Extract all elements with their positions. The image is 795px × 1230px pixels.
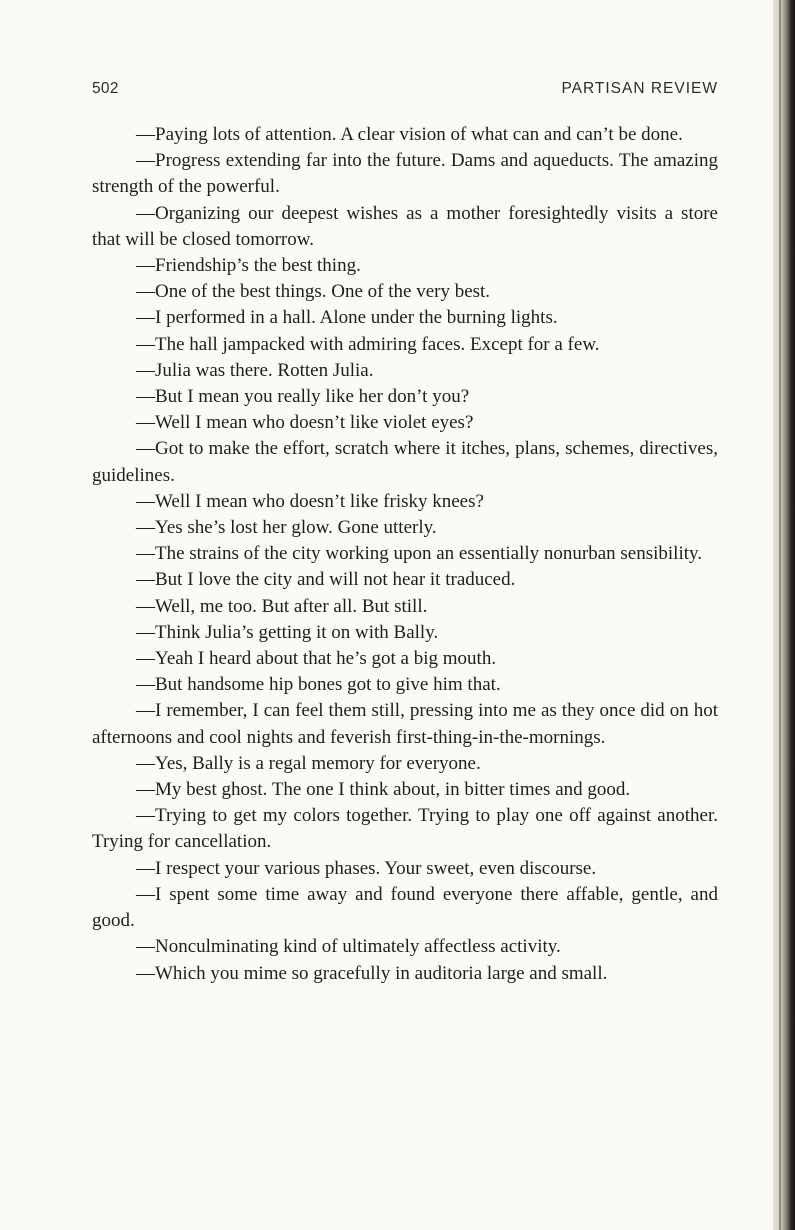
dialogue-line: —Well, me too. But after all. But still. <box>136 595 428 617</box>
dialogue-line: —Yes she’s lost her glow. Gone utterly. <box>136 517 437 539</box>
page-number: 502 <box>92 80 119 97</box>
dialogue-line: —Yes, Bally is a regal memory for everyone. <box>136 752 481 774</box>
dialogue-line: —Julia was there. Rotten Julia. <box>136 359 374 381</box>
dialogue-line: —Trying to get my colors together. Trying to play one off against another. Trying for cancellation. <box>92 805 718 853</box>
dialogue-line: —I respect your various phases. Your sweet, even discourse. <box>136 857 597 879</box>
journal-title: PARTISAN REVIEW <box>561 80 718 97</box>
dialogue-line: —Well I mean who doesn’t like frisky knees? <box>136 490 484 512</box>
dialogue-line: —But handsome hip bones got to give him that. <box>136 674 501 696</box>
dialogue-line: —But I love the city and will not hear it traduced. <box>136 569 516 591</box>
running-head <box>92 80 718 104</box>
dialogue-line: —Well I mean who doesn’t like violet eyes? <box>136 412 474 434</box>
dialogue-line: —Think Julia’s getting it on with Bally. <box>136 621 439 643</box>
dialogue-line: —I spent some time away and found everyone there affable, gentle, and good. <box>92 883 718 932</box>
dialogue-line: —Nonculminating kind of ultimately affectless activity. <box>136 936 561 958</box>
dialogue-line: —Paying lots of attention. A clear vision of what can and can’t be done. <box>136 124 683 145</box>
dialogue-line: —I performed in a hall. Alone under the burning lights. <box>136 307 558 329</box>
dialogue-line: —Progress extending far into the future. Dams and aqueducts. The amazing strength of the powerful. <box>92 150 718 198</box>
dialogue-line: —Yeah I heard about that he’s got a big mouth. <box>136 648 497 670</box>
dialogue-line: —Got to make the effort, scratch where it itches, plans, schemes, directives, guidelines. <box>92 438 718 486</box>
dialogue-line: —Friendship’s the best thing. <box>136 255 361 277</box>
dialogue-line: —My best ghost. The one I think about, in bitter times and good. <box>136 779 631 801</box>
dialogue-line: —Organizing our deepest wishes as a mother foresightedly visits a store that will be closed tomorrow. <box>92 202 718 250</box>
dialogue-line: —I remember, I can feel them still, pressing into me as they once did on hot afternoons and cool nights and feverish first-thing-in-the-mornings. <box>92 700 718 748</box>
dialogue-line: —The strains of the city working upon an essentially nonurban sensibility. <box>136 543 703 565</box>
dialogue-line: —Which you mime so gracefully in auditoria large and small. <box>136 962 608 984</box>
dialogue-line: —One of the best things. One of the very best. <box>136 281 491 303</box>
binding-edge <box>779 0 781 1230</box>
body-text <box>92 122 718 987</box>
book-spine-shadow <box>773 0 795 1230</box>
dialogue-line: —But I mean you really like her don’t you? <box>136 386 470 408</box>
dialogue-line: —The hall jampacked with admiring faces. Except for a few. <box>136 333 600 355</box>
